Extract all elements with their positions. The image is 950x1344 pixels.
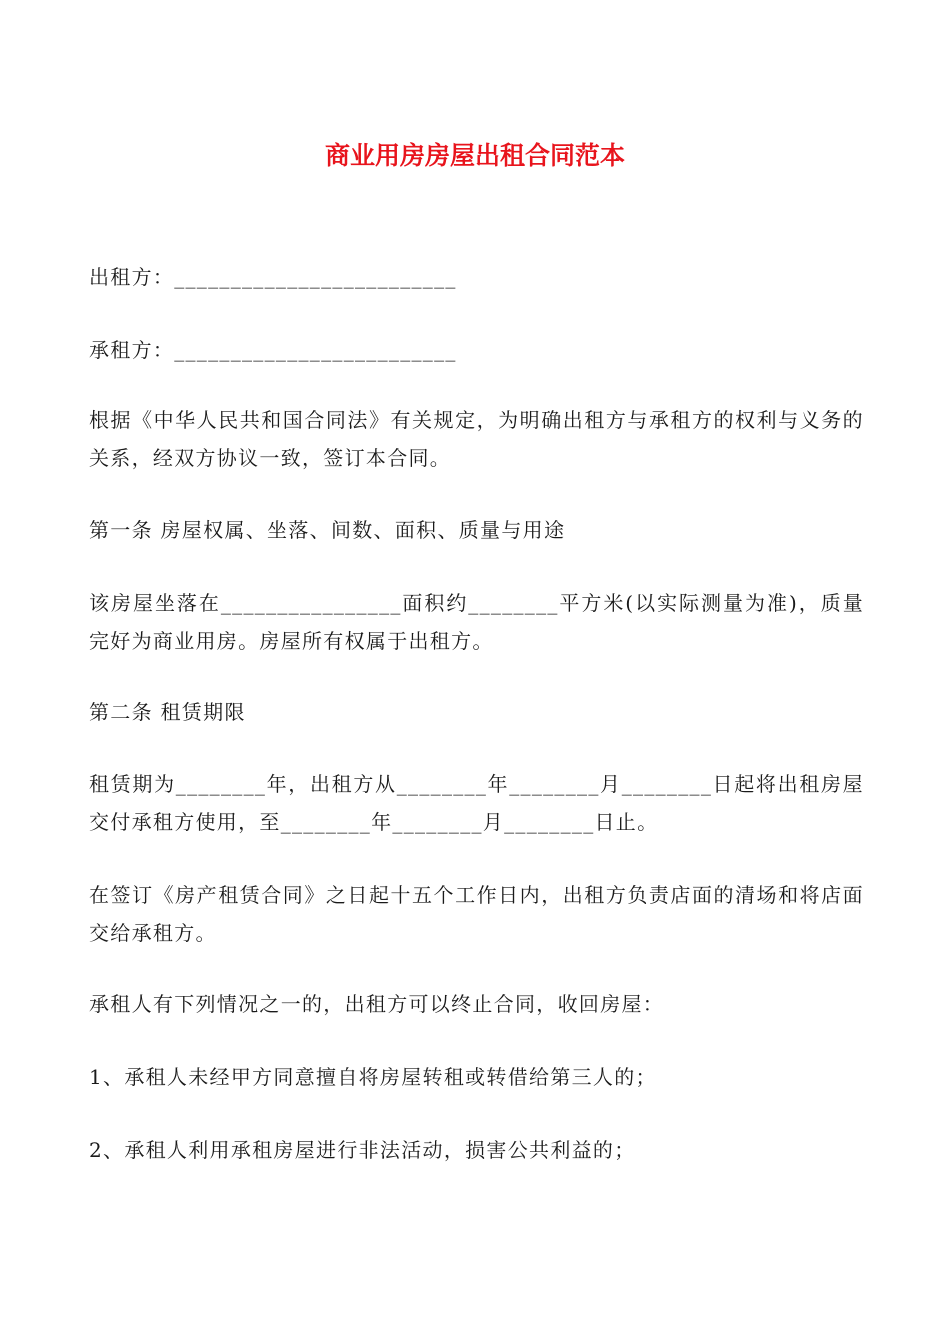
handover-paragraph: 在签订《房产租赁合同》之日起十五个工作日内，出租方负责店面的清场和将店面交给承租方。: [89, 883, 864, 945]
article-1-body: 该房屋坐落在________________面积约________平方米(以实际测量为准)，质量完好为商业用房。房屋所有权属于出租方。: [89, 591, 864, 653]
lessor-line: 出租方：_________________________: [89, 265, 457, 289]
article-2-body: 租赁期为________年，出租方从________年________月________日起将出租房屋交付承租方使用，至________年________月________日止。: [89, 772, 864, 834]
termination-item-1: 1、承租人未经甲方同意擅自将房屋转租或转借给第三人的；: [89, 1065, 657, 1089]
document-title: 商业用房房屋出租合同范本: [324, 141, 625, 170]
lessee-line: 承租方：_________________________: [89, 338, 457, 362]
termination-item-2: 2、承租人利用承租房屋进行非法活动，损害公共利益的；: [89, 1138, 636, 1162]
article-1-heading: 第一条 房屋权属、坐落、间数、面积、质量与用途: [89, 518, 566, 542]
article-2-heading: 第二条 租赁期限: [89, 700, 246, 724]
termination-intro: 承租人有下列情况之一的，出租方可以终止合同，收回房屋：: [89, 992, 665, 1016]
preamble-paragraph: 根据《中华人民共和国合同法》有关规定，为明确出租方与承租方的权利与义务的关系，经双方协议一致，签订本合同。: [89, 408, 864, 470]
